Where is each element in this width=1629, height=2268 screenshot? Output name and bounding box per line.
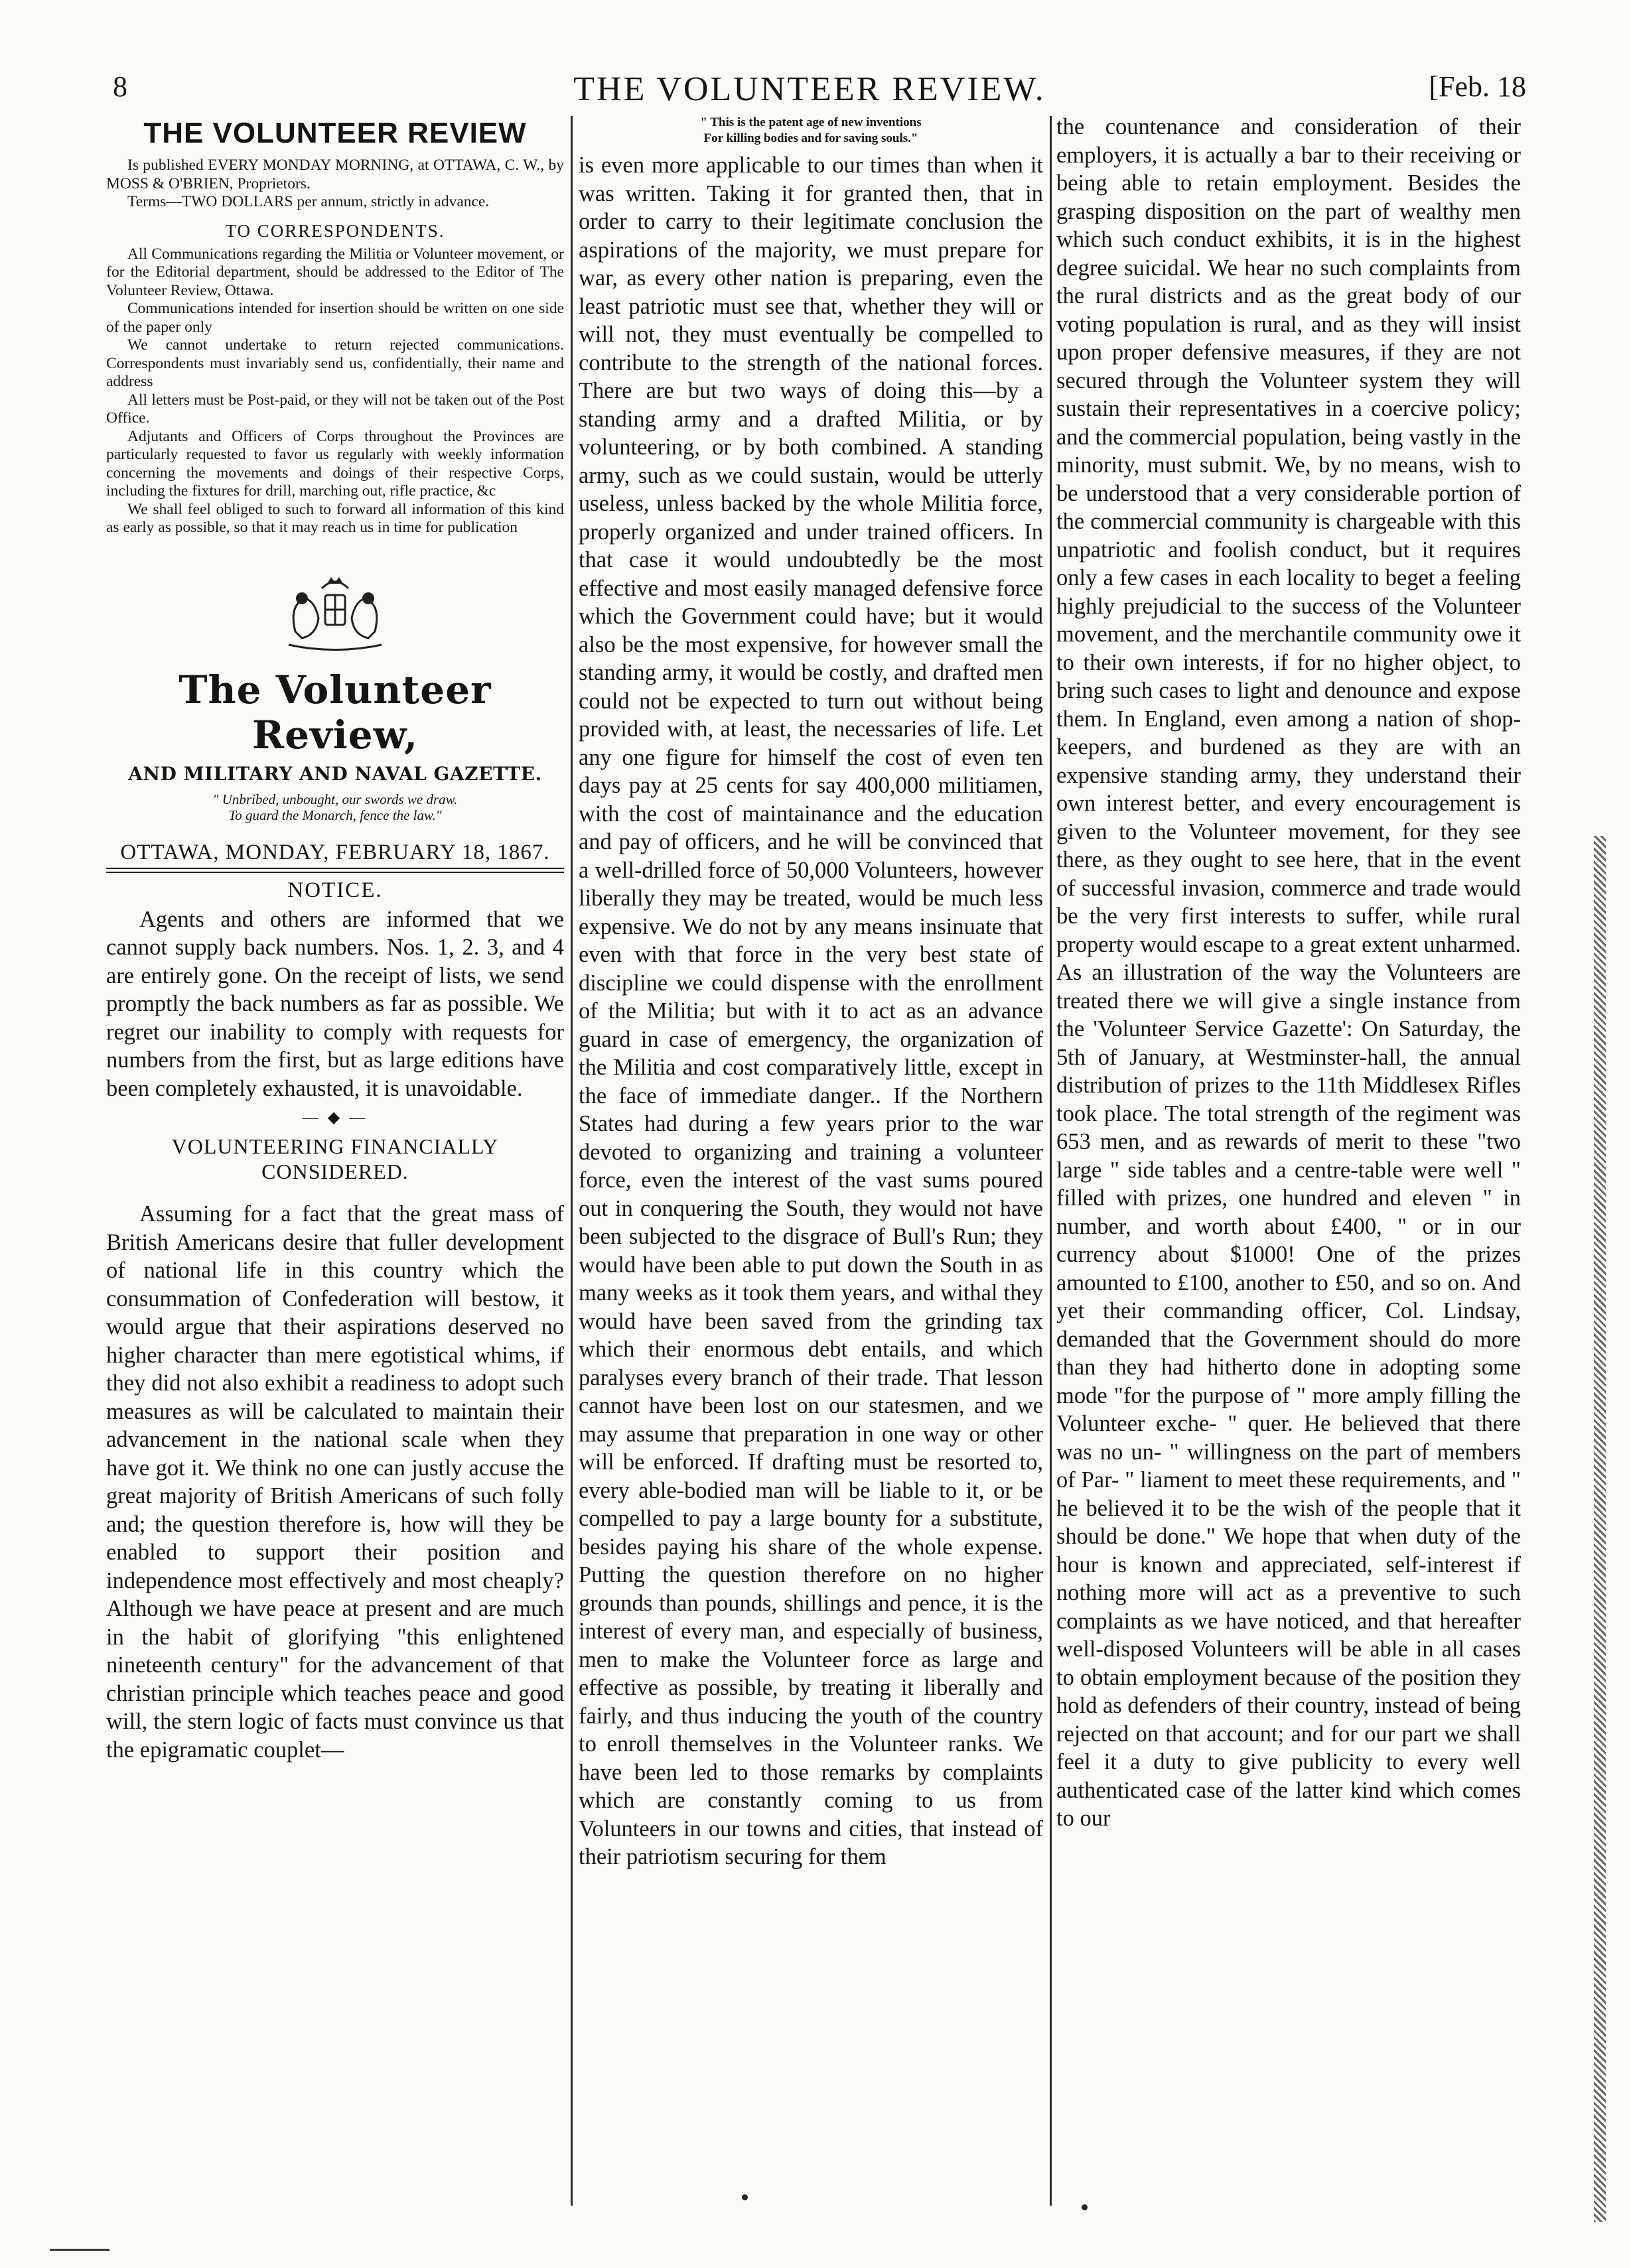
verse-line: For killing bodies and for saving souls." — [703, 131, 918, 145]
section-ornament: — ◆ — — [302, 1109, 368, 1126]
header-date: [Feb. 18 — [1429, 70, 1526, 103]
correspondents-paragraph: We cannot undertake to return rejected communications. Correspondents must invariably send us, confidentially, their name and address — [106, 336, 564, 390]
running-title: THE VOLUNTEER REVIEW. — [573, 70, 1046, 108]
dateline: OTTAWA, MONDAY, FEBRUARY 18, 1867. — [120, 840, 550, 864]
column-3 — [1056, 113, 1521, 2215]
publisher-info: Is published EVERY MONDAY MORNING, at OTTAWA, C. W., by MOSS & O'BRIEN, Proprietors. — [106, 157, 564, 192]
correspondents-paragraph: We shall feel obliged to such to forward all information of this kind as early as possible, so that it may reach us in time for publication — [106, 500, 564, 536]
masthead-title: THE VOLUNTEER REVIEW — [143, 117, 527, 149]
page-number: 8 — [113, 70, 127, 103]
motto-line: " Unbribed, unbought, our swords we draw. — [212, 791, 458, 807]
notice-heading: NOTICE. — [287, 878, 383, 902]
correspondents-paragraph: All Communications regarding the Militia or Volunteer movement, or for the Editorial department, should be addressed to the Editor of The Volunteer Review, Ottawa. — [106, 245, 564, 299]
royal-crest-icon — [269, 572, 401, 658]
correspondents-paragraph: Adjutants and Officers of Corps throughout the Provinces are particularly requested to favor us regularly with weekly information concerning the movements and doings of their respective Corps, including the fixtures for drill, marching out, rifle practice, &c — [106, 427, 564, 500]
article-heading: VOLUNTEERING FINANCIALLY CONSIDERED. — [171, 1134, 499, 1183]
verse-line: " This is the patent age of new inventions — [700, 115, 922, 129]
column-rule — [571, 116, 573, 2206]
motto-line: To guard the Monarch, fence the law." — [228, 807, 442, 823]
article-text: the countenance and consideration of their employers, it is actually a bar to their receiving or being able to retain employment. Besides the grasping disposition on the part of wealthy men which such conduct exhibits, it is in the highest degree suicidal. We hear no such complaints from the rural districts and as the great body of our voting population is rural, and as they will insist upon proper defensive measures, if they are not secured through the Volunteer system they will sustain their representatives in a coercive policy; and the commercial population, being vastly in the minority, must submit. We, by no means, wish to be understood that a very considerable portion of the commercial community is chargeable with this unpatriotic and foolish conduct, but it requires only a few cases in each locality to beget a feeling highly prejudicial to the success of the Volunteer movement, and the merchantile community owe it to their own interests, if for no higher object, to bring such cases to light and denounce and expose them. In England, even among a nation of shop-keepers, and burdened as they are with an expensive standing army, they understand their own interest better, and every encouragement is given to the Volunteer movement, for they see there, as they ought to see here, that in the event of successful invasion, commerce and trade would be the very first interests to suffer, while rural property would escape to a great extent unharmed. As an illustration of the way the Volunteers are treated there we will give a single instance from the 'Volunteer Service Gazette': On Saturday, the 5th of January, at Westminster-hall, the annual distribution of prizes to the 11th Middlesex Rifles took place. The total strength of the regiment was 653 men, and as rewards of merit to these "two large " side tables and a centre-table were well " filled with prizes, one hundred and eleven " in number, and worth about £400, " or in our currency about $1000! One of the prizes amounted to £100, another to £50, and so on. And yet their commanding officer, Col. Lindsay, demanded that the Government should do more than they had hitherto done in adopting some mode "for the purpose of " more amply filling the Volunteer exche- " quer. He believed that there was no un- " willingness on the part of members of Par- " liament to meet these requirements, and " he believed it to be the wish of the people that it should be done." We hope that when duty of the hour is known and appreciated, self-interest if nothing more will act as a preventive to such complaints as we have noticed, and that hereafter well-disposed Volunteers will be able in all cases to obtain employment because of the position they hold as defenders of their country, instead of being rejected on that account; and for our part we shall feel it a duty to give publicity to every well authenticated case of the latter kind which comes to our — [1056, 114, 1521, 1831]
page-header — [93, 70, 1526, 109]
correspondents-paragraph: Communications intended for insertion should be written on one side of the paper only — [106, 300, 564, 336]
article-text: Assuming for a fact that the great mass of British Americans desire that fuller development of national life in this country which the consummation of Confederation will bestow, it would argue that their aspirations deserved no higher character than mere egotistical whims, if they did not also exhibit a readiness to adopt such measures as will be calculated to maintain their advancement in the national scale when they have got it. We think no one can justly accuse the great majority of British Americans of such folly and; the question therefore is, how will they be enabled to support their position and independence most effectively and most cheaply? Although we have peace at present and are much in the habit of glorifying "this enlightened nineteenth century" for the advancement of that christian principle which teaches peace and good will, the stern logic of facts must convince us that the epigramatic couplet— — [106, 1201, 564, 1763]
footer-rule — [50, 2249, 109, 2251]
notice-text: Agents and others are informed that we cannot supply back numbers. Nos. 1, 2. 3, and 4 are entirely gone. On the receipt of lists, we send promptly the back numbers as far as possible. We regret our inability to comply with requests for numbers from the first, but as large editions have been completely exhausted, it is unavoidable. — [106, 906, 564, 1101]
double-rule — [106, 868, 564, 873]
terms: Terms—TWO DOLLARS per annum, strictly in advance. — [127, 193, 490, 210]
column-2 — [579, 113, 1043, 2215]
article-text: is even more applicable to our times than when it was written. Taking it for granted then, that in order to carry to their legitimate conclusion the aspirations of the majority, we must prepare for war, as every other nation is preparing, even the least patriotic must see that, whether they will or will not, they must eventually be compelled to contribute to the strength of the national forces. There are but two ways of doing this—by a standing army and a drafted Militia, or by volunteering, or by both combined. A standing army, such as we could sustain, would be utterly useless, unless backed by the whole Militia force, properly organized and under trained officers. In that case it would undoubtedly be the most effective and most easily managed defensive force which the Government could have; but it would also be the most expensive, for however small the standing army, it would be costly, and drafted men could not be expected to turn out without being provided with, at least, the necessaries of life. Let any one figure for himself the cost of even ten days pay at 25 cents for say 400,000 militiamen, with the cost of maintainance and the education and pay of officers, and he will be convinced that a well-drilled force of 50,000 Volunteers, however liberally they may be treated, would be much less expensive. We do not by any means insinuate that even with that force in the very best state of discipline we could dispense with the enrollment of the Militia; but with it to act as an advance guard in case of emergency, the organization of the Militia and cost comparatively little, except in the face of immediate danger.. If the Northern States had during a few years prior to the war devoted to organizing and training a volunteer force, even the interest of the vast sums poured out in conquering the South, they would not have been subjected to the disgrace of Bull's Run; they would have been able to put down the South in as many weeks as it took them years, and withal they would have been saved from the grinding tax which their enormous debt entails, and which paralyses every branch of their trade. That lesson cannot have been lost on our statesmen, and we may assume that preparation in one way or other will be enforced. If drafting must be resorted to, every able-bodied man will be liable to it, or be compelled to pay a large bounty for a substitute, besides paying his share of the whole expense. Putting the question therefore on no higher grounds than pounds, shillings and pence, it is the interest of every man, and especially of business, men to make the Volunteer force as large and effective as possible, by treating it liberally and fairly, and thus inducing the youth of the country to enroll themselves in the Volunteer ranks. We have been led to those remarks by complaints which are constantly coming to us from Volunteers in our towns and cities, that instead of their patriotism securing for them — [579, 153, 1043, 1869]
correspondents-paragraph: All letters must be Post-paid, or they will not be taken out of the Post Office. — [106, 391, 564, 427]
ink-speck — [1082, 2204, 1088, 2210]
column-1 — [106, 113, 564, 2215]
binding-edge — [1594, 836, 1606, 2222]
masthead-subtitle: AND MILITARY AND NAVAL GAZETTE. — [128, 762, 542, 785]
column-rule — [1050, 116, 1052, 2206]
gothic-masthead: The Volunteer Review, — [178, 667, 492, 758]
ink-speck — [742, 2194, 748, 2200]
correspondents-heading: TO CORRESPONDENTS. — [225, 220, 445, 241]
